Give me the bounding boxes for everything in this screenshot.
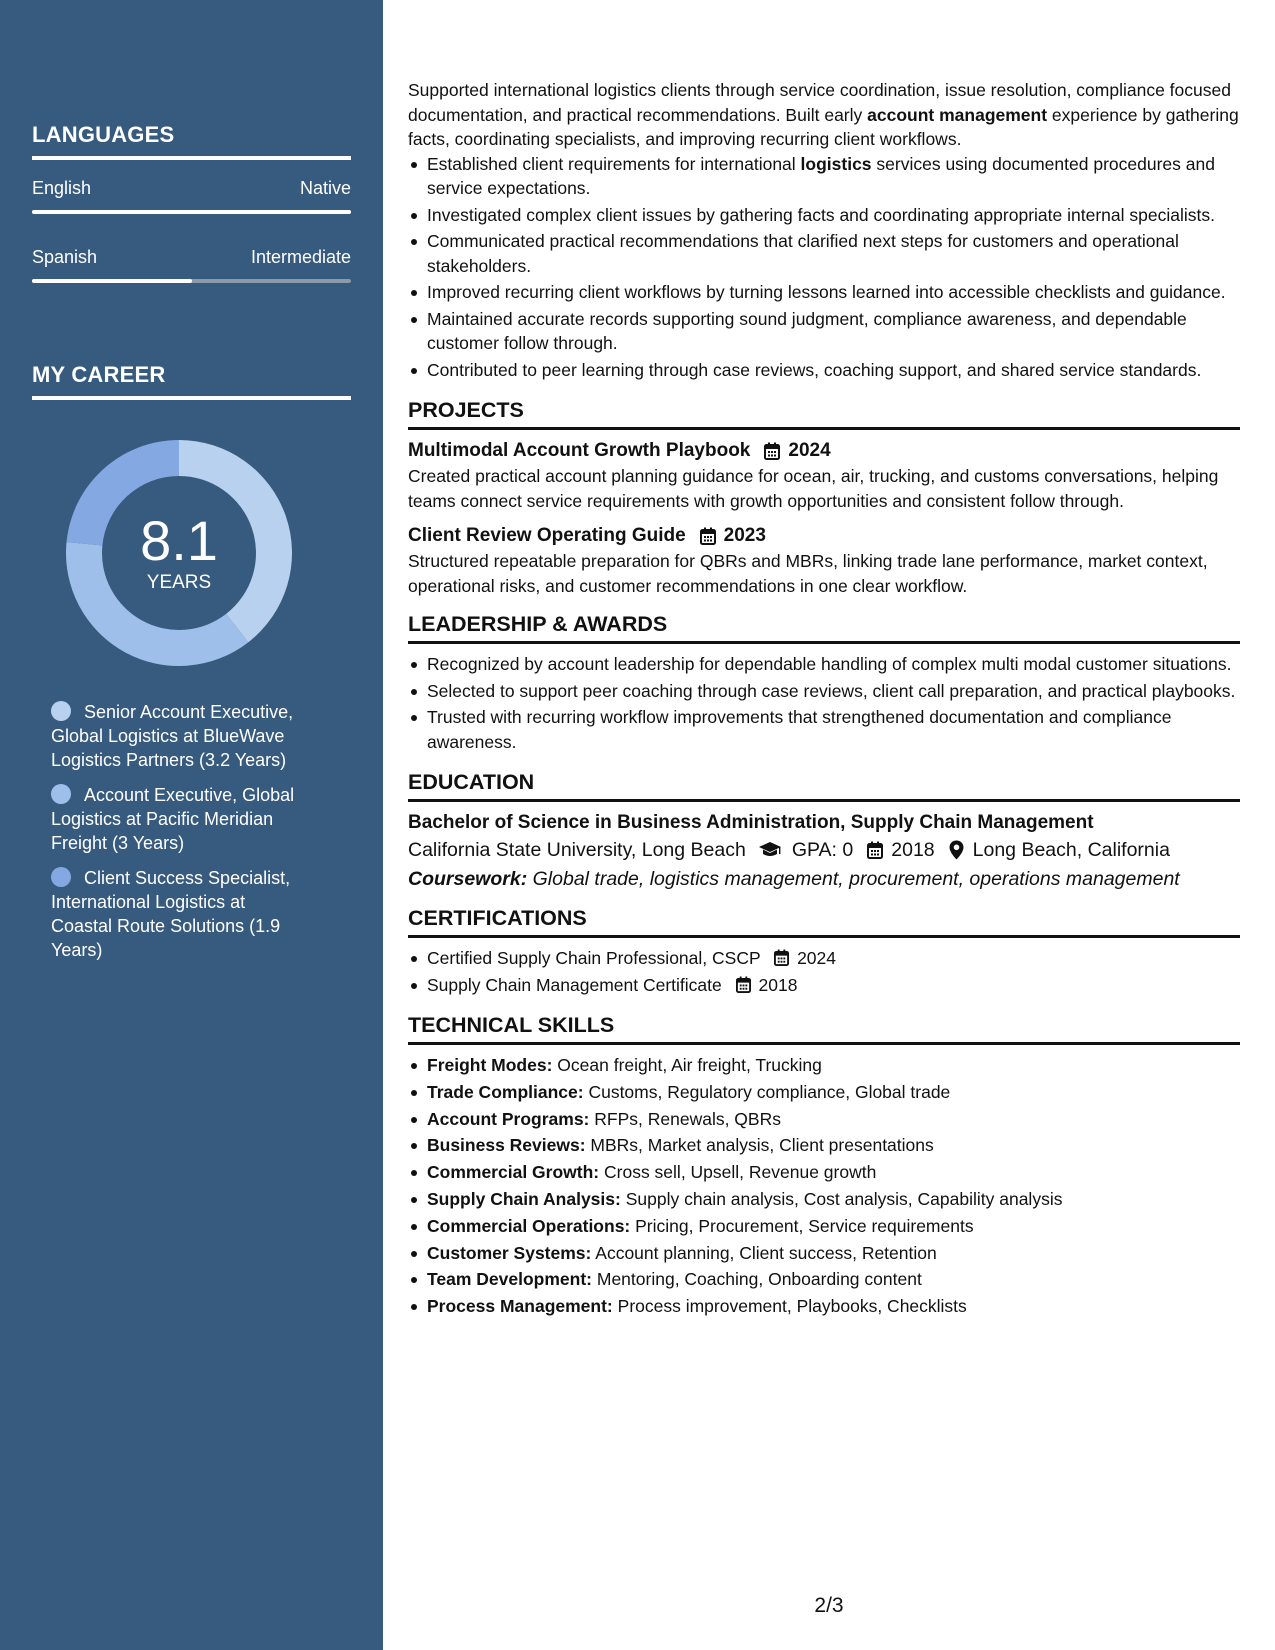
skill-item [408, 1214, 1240, 1239]
career-list [51, 700, 311, 973]
education-location: Long Beach, California [972, 839, 1170, 861]
language-level: Intermediate [250, 247, 351, 267]
bullet-text: services using documented procedures and service expectations. [427, 153, 1215, 198]
coursework-text: Global trade, logistics management, procurement, operations management [532, 868, 1180, 890]
project-description: Structured repeatable preparation for QBRs and MBRs, linking trade lane performance, market context, operational risks, and customer recommendations in one clear workflow. [408, 551, 1208, 596]
education-gpa: GPA: 0 [791, 839, 854, 861]
language-bar-english [32, 210, 351, 214]
skill-value: RFPs, Renewals, QBRs [594, 1108, 781, 1129]
certification-name: Certified Supply Chain Professional, CSCP [427, 948, 761, 968]
bullet-bold-text: logistics [800, 153, 872, 174]
skill-label: Commercial Growth: [427, 1162, 600, 1183]
skill-item [408, 1053, 1240, 1078]
career-item [51, 700, 311, 772]
project-title: Client Review Operating Guide [408, 525, 686, 546]
skill-value: Pricing, Procurement, Service requirements [635, 1215, 974, 1236]
skill-value: Supply chain analysis, Cost analysis, Capability analysis [625, 1188, 1063, 1209]
skill-value: MBRs, Market analysis, Client presentations [590, 1135, 934, 1156]
project-year: 2023 [723, 525, 766, 546]
skill-value: Process improvement, Playbooks, Checklists [617, 1296, 967, 1317]
project-year: 2024 [788, 440, 831, 461]
experience-bullet [408, 280, 1240, 305]
career-item-text: Account Executive, Global Logistics at Pacific Meridian Freight (3 Years) [51, 785, 295, 853]
education-coursework [408, 864, 1240, 894]
certification-year: 2018 [758, 974, 798, 995]
bullet-text: Contributed to peer learning through case reviews, coaching support, and shared service standards. [427, 359, 1202, 380]
summary-text: experience by gathering facts, coordinating specialists, and improving recurring client workflows. [408, 104, 1239, 149]
bullet-text: Maintained accurate records supporting sound judgment, compliance awareness, and dependable customer follow through. [427, 308, 1187, 353]
language-bar-fill [32, 210, 351, 214]
calendar-icon [867, 841, 883, 859]
experience-bullets [408, 152, 1240, 383]
project-title: Multimodal Account Growth Playbook [408, 440, 751, 461]
skill-label: Business Reviews: [427, 1135, 586, 1156]
location-pin-icon [949, 840, 964, 860]
bullet-text: Investigated complex client issues by gathering facts and coordinating appropriate internal specialists. [427, 204, 1215, 225]
skill-item [408, 1160, 1240, 1185]
skills-list [408, 1053, 1240, 1319]
legend-dot-icon [51, 867, 71, 887]
career-item [51, 783, 311, 855]
main-content [408, 78, 1240, 1321]
language-row-english [32, 178, 351, 199]
certification-item [408, 973, 1240, 998]
language-level: Native [299, 178, 351, 198]
education-year: 2018 [891, 839, 935, 861]
certification-year: 2024 [797, 948, 836, 968]
skill-label: Trade Compliance: [427, 1081, 584, 1102]
skill-label: Account Programs: [427, 1108, 590, 1129]
project-description: Created practical account planning guidance for ocean, air, trucking, and customs conversations, helping teams connect service requirements with growth opportunities and consistent follow through. [408, 466, 1219, 511]
career-total-unit: YEARS [146, 572, 212, 593]
language-row-spanish [32, 247, 351, 268]
project-item [408, 523, 1240, 598]
projects-heading: PROJECTS [408, 398, 1240, 430]
skill-label: Supply Chain Analysis: [427, 1188, 621, 1209]
leadership-item: Trusted with recurring workflow improvements that strengthened documentation and compliance awareness. [408, 705, 1240, 754]
skill-item [408, 1080, 1240, 1105]
coursework-label: Coursework: [408, 868, 528, 890]
career-donut-chart [66, 440, 292, 666]
legend-dot-icon [51, 784, 71, 804]
skill-item [408, 1133, 1240, 1158]
education-school: California State University, Long Beach [408, 839, 746, 861]
skill-value: Ocean freight, Air freight, Trucking [557, 1055, 822, 1075]
calendar-icon [736, 976, 751, 993]
bullet-text: Improved recurring client workflows by turning lessons learned into accessible checklists and guidance. [427, 282, 1226, 302]
calendar-icon [764, 442, 780, 460]
language-name: English [32, 178, 92, 198]
languages-heading: LANGUAGES [32, 122, 351, 160]
skill-item [408, 1107, 1240, 1132]
skill-label: Commercial Operations: [427, 1215, 631, 1236]
sidebar [0, 0, 383, 1650]
certifications-list [408, 946, 1240, 997]
certifications-heading: CERTIFICATIONS [408, 906, 1240, 938]
calendar-icon [774, 949, 789, 966]
skill-item [408, 1294, 1240, 1319]
education-heading: EDUCATION [408, 770, 1240, 802]
skill-label: Process Management: [427, 1296, 613, 1317]
language-bar-fill [32, 279, 192, 283]
career-item-text: Senior Account Executive, Global Logistics at BlueWave Logistics Partners (3.2 Years) [51, 702, 294, 770]
skill-label: Customer Systems: [427, 1242, 592, 1263]
project-title-row [408, 523, 1240, 549]
language-name: Spanish [32, 247, 98, 267]
skill-item [408, 1267, 1240, 1292]
skill-label: Team Development: [427, 1269, 592, 1290]
leadership-list [408, 652, 1240, 754]
skill-value: Mentoring, Coaching, Onboarding content [596, 1269, 922, 1290]
career-item [51, 866, 311, 962]
experience-bullet [408, 152, 1240, 201]
experience-bullet [408, 203, 1240, 228]
page-number: 2/3 [814, 1594, 844, 1617]
language-bar-spanish [32, 279, 351, 283]
graduation-cap-icon [758, 841, 782, 859]
education-details [408, 836, 1240, 864]
skill-value: Account planning, Client success, Retention [595, 1242, 937, 1263]
summary-text: Supported international logistics clients through service coordination, issue resolution, compliance focused documentation, and practical recommendations. Built early [408, 80, 1231, 125]
skill-item [408, 1187, 1240, 1212]
skill-value: Cross sell, Upsell, Revenue growth [604, 1162, 877, 1183]
project-item [408, 438, 1240, 513]
bullet-text: Communicated practical recommendations that clarified next steps for customers and operational stakeholders. [427, 231, 1179, 276]
career-total-value: 8.1 [140, 509, 218, 572]
certification-name: Supply Chain Management Certificate [427, 974, 722, 995]
calendar-icon [700, 527, 716, 545]
leadership-item: Selected to support peer coaching through case reviews, client call preparation, and practical playbooks. [408, 679, 1240, 704]
bullet-text: Established client requirements for international [427, 153, 801, 174]
experience-bullet [408, 307, 1240, 356]
leadership-heading: LEADERSHIP & AWARDS [408, 612, 1240, 644]
skill-label: Freight Modes: [427, 1055, 553, 1075]
skills-heading: TECHNICAL SKILLS [408, 1013, 1240, 1045]
experience-bullet [408, 229, 1240, 278]
education-degree: Bachelor of Science in Business Administration, Supply Chain Management [408, 812, 1094, 833]
experience-summary [408, 78, 1240, 152]
leadership-item: Recognized by account leadership for dependable handling of complex multi modal customer situations. [408, 652, 1240, 677]
career-item-text: Client Success Specialist, International Logistics at Coastal Route Solutions (1.9 Years) [51, 868, 291, 960]
project-title-row [408, 438, 1240, 464]
career-heading: MY CAREER [32, 362, 351, 400]
skill-value: Customs, Regulatory compliance, Global trade [588, 1081, 951, 1102]
experience-bullet [408, 358, 1240, 383]
certification-item [408, 946, 1240, 971]
skill-item [408, 1241, 1240, 1266]
donut-center [66, 440, 292, 666]
summary-bold-text: account management [867, 104, 1048, 125]
legend-dot-icon [51, 701, 71, 721]
